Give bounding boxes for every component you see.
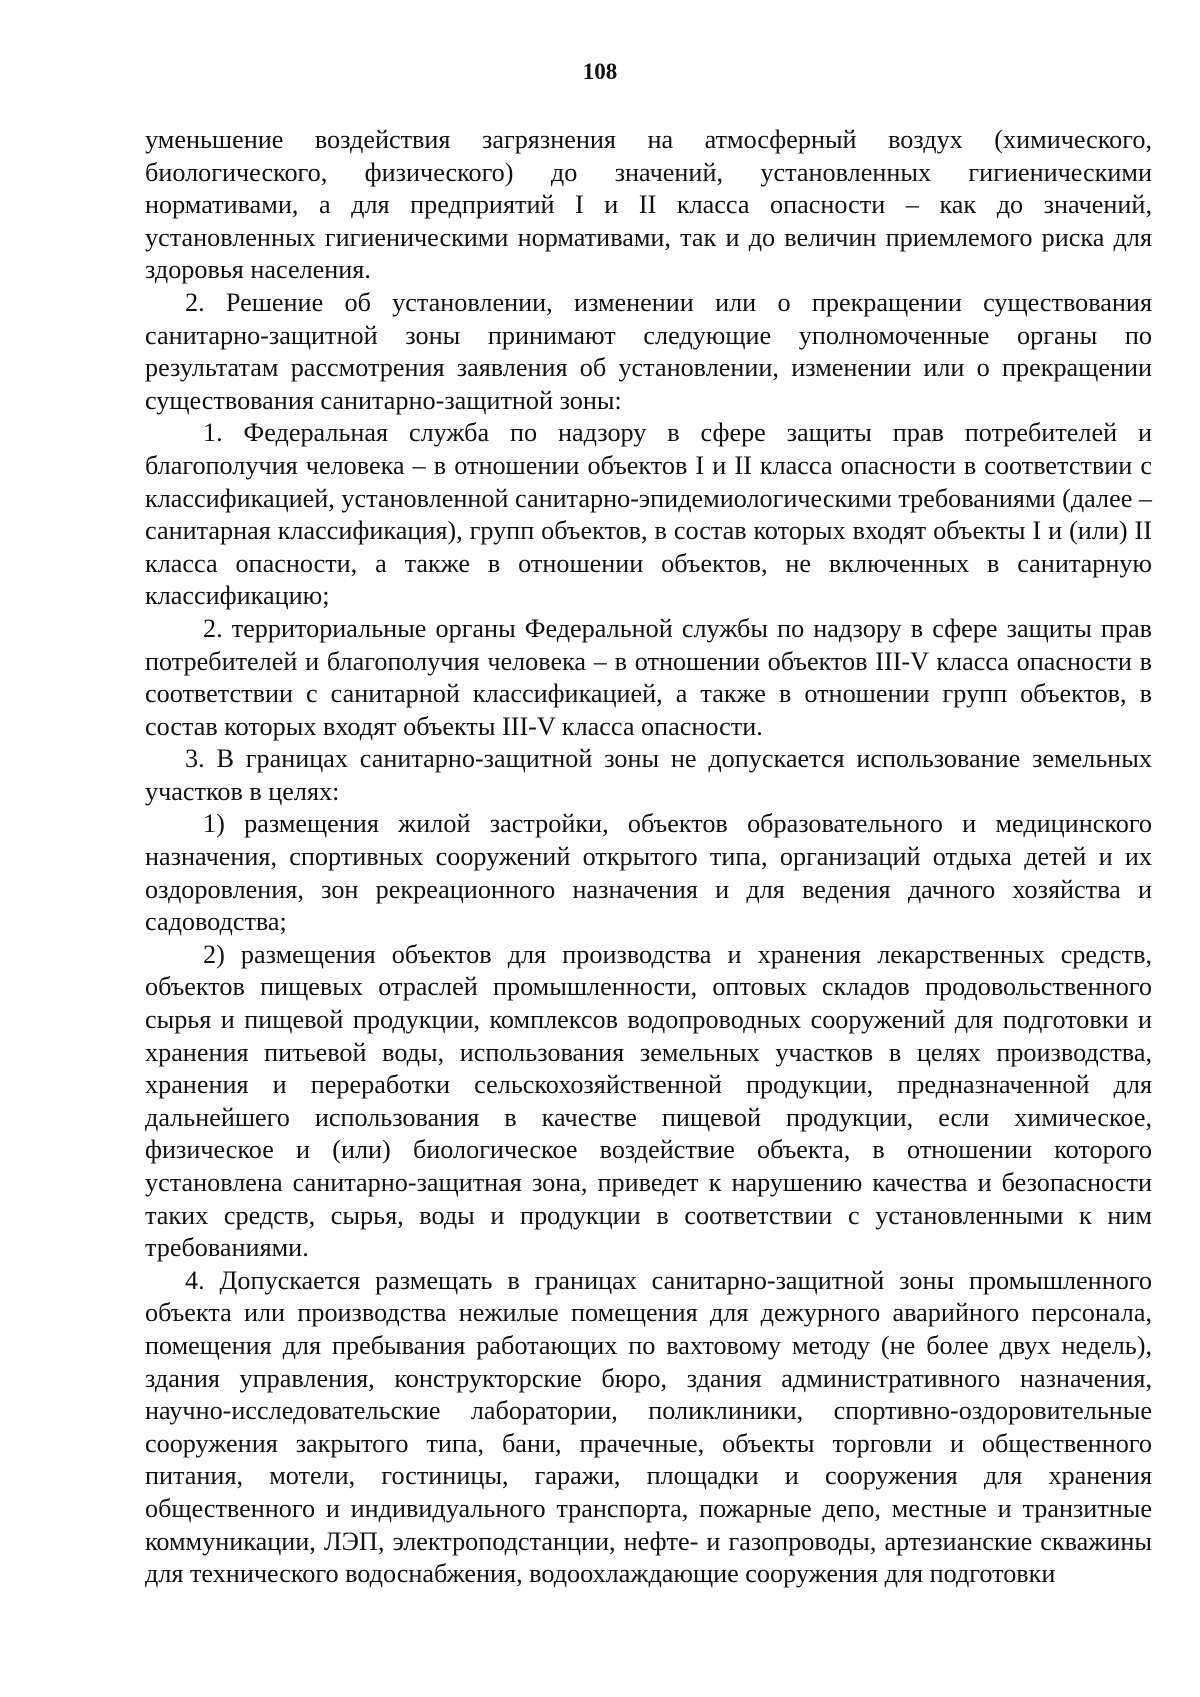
body-text — [145, 124, 1152, 1591]
page-number: 108 — [582, 59, 618, 84]
subitem-3-1: 1) размещения жилой застройки, объектов образовательного и медицинского назначения, спортивных сооружений открытого типа, организаций отдыха детей и их оздоровления, зон рекреационного назначения и для ведения дачного хозяйства и садоводства; — [145, 809, 1152, 937]
paragraph-item-2: 2. Решение об установлении, изменении или о прекращении существования санитарно-защитной зоны принимают следующие уполномоченные органы по результатам рассмотрения заявления об установлении, изменении или о прекращении существования санитарно-защитной зоны: — [145, 287, 1152, 415]
paragraph-item-4: 4. Допускается размещать в границах санитарно-защитной зоны промышленного объекта или производства нежилые помещения для дежурного аварийного персонала, помещения для пребывания работающих по вахтовому методу (не более двух недель), здания управления, конструкторские бюро, здания административного назначения, научно-исследовательские лаборатории, поликлиники, спортивно-оздоровительные сооружения закрытого типа, бани, прачечные, объекты торговли и общественного питания, мотели, гостиницы, гаражи, площадки и сооружения для хранения общественного и индивидуального транспорта, пожарные депо, местные и транзитные коммуникации, ЛЭП, электроподстанции, нефте- и газопроводы, артезианские скважины для технического водоснабжения, водоохлаждающие сооружения для подготовки — [145, 1265, 1152, 1589]
paragraph-item-3: 3. В границах санитарно-защитной зоны не допускается использование земельных участков в целях: — [145, 744, 1152, 806]
subitem-3-2: 2) размещения объектов для производства и хранения лекарственных средств, объектов пищевых отраслей промышленности, оптовых складов продовольственного сырья и пищевой продукции, комплексов водопроводных сооружений для подготовки и хранения питьевой воды, использования земельных участков в целях производства, хранения и переработки сельскохозяйственной продукции, предназначенной для дальнейшего использования в качестве пищевой продукции, если химическое, физическое и (или) биологическое воздействие объекта, в отношении которого установлена санитарно-защитная зона, приведет к нарушению качества и безопасности таких средств, сырья, воды и продукции в соответствии с установленными к ним требованиями. — [145, 939, 1152, 1263]
subitem-2-2: 2. территориальные органы Федеральной службы по надзору в сфере защиты прав потребителей и благополучия человека – в отношении объектов III-V класса опасности в соответствии с санитарной классификацией, а также в отношении групп объектов, в состав которых входят объекты III-V класса опасности. — [145, 613, 1152, 741]
subitem-2-1: 1. Федеральная служба по надзору в сфере защиты прав потребителей и благополучия человека – в отношении объектов I и II класса опасности в соответствии с классификацией, установленной санитарно-эпидемиологическими требованиями (далее – санитарная классификация), групп объектов, в состав которых входят объекты I и (или) II класса опасности, а также в отношении объектов, не включенных в санитарную классификацию; — [145, 418, 1152, 611]
paragraph-continuation: уменьшение воздействия загрязнения на атмосферный воздух (химического, биологического, физического) до значений, установленных гигиеническими нормативами, а для предприятий I и II класса опасности – как до значений, установленных гигиеническими нормативами, так и до величин приемлемого риска для здоровья населения. — [145, 125, 1152, 285]
